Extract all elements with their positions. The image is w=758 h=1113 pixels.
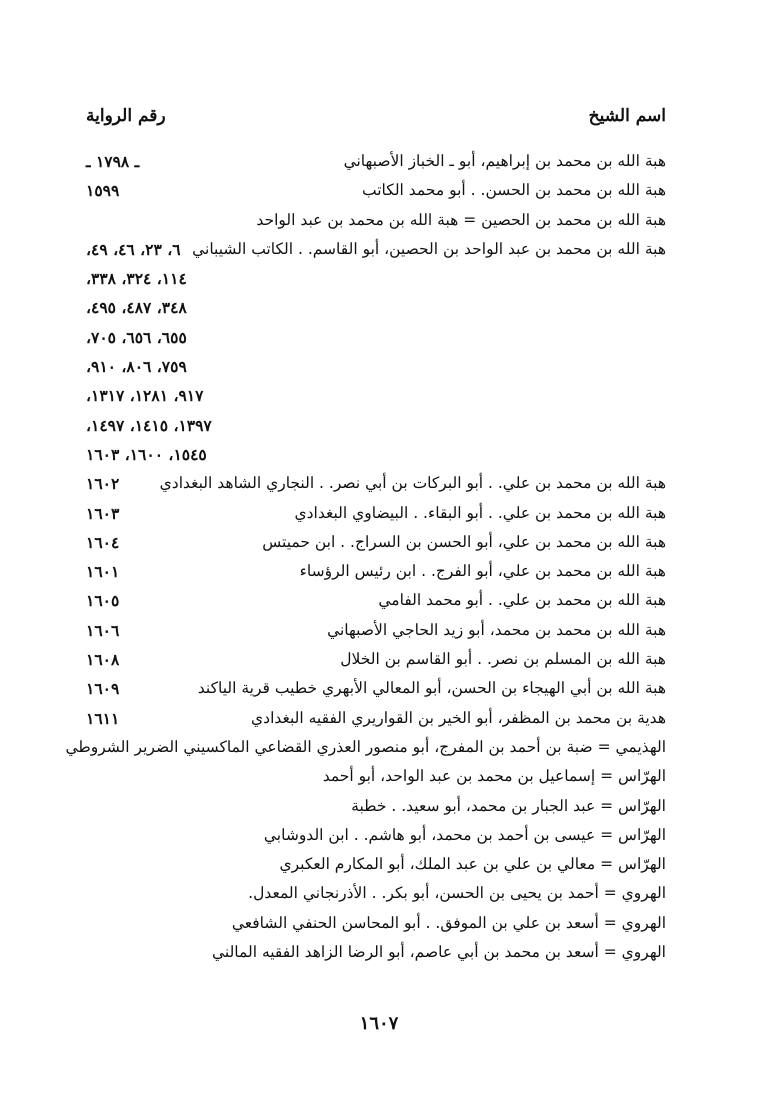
sheikh-name: هبة الله بن محمد بن علي، أبو الحسن بن السراج. . ابن حميتس [262, 532, 666, 551]
sheikh-name: هبة الله بن محمد بن إبراهيم، أبو ـ الخباز الأصبهاني [343, 152, 666, 170]
narration-number: ١٣٩٧، ١٤١٥، ١٤٩٧، [86, 415, 212, 435]
narration-number: ١٦٠٣ [86, 503, 120, 523]
narration-number: ـ ١٧٩٨ ـ [86, 152, 140, 171]
sheikh-name: الهرّاس = إسماعيل بن محمد بن عبد الواحد، أبو أحمد [322, 767, 666, 786]
sheikh-name: الهذيمي = ضبة بن أحمد بن المفرج، أبو منصور العذري القضاعي الماكسيني الضرير الشروطي [65, 737, 666, 756]
list-item [0, 235, 758, 264]
sheikh-name: الهرّاس = عيسى بن أحمد بن محمد، أبو هاشم. . ابن الدوشابي [263, 825, 666, 844]
page-number: ١٦٠٧ [359, 1013, 399, 1034]
list-item [0, 645, 758, 674]
list-item [0, 821, 758, 850]
list-item [0, 499, 758, 528]
list-item [0, 440, 758, 469]
narration-number: ٩١٧، ١٢٨١، ١٣١٧، [86, 386, 204, 406]
column-header-narration-number: رقم الرواية [86, 106, 166, 126]
column-header-sheikh-name: اسم الشيخ [588, 106, 666, 126]
narration-number: ١٦١١ [86, 708, 120, 728]
sheikh-name: الهرّاس = عبد الجبار بن محمد، أبو سعيد. . خطبة [351, 796, 666, 815]
narration-number: ١٦٠٦ [86, 620, 120, 640]
narration-number: ١٦٠٨ [86, 650, 120, 670]
list-item [0, 616, 758, 645]
list-item [0, 411, 758, 440]
narration-number: ٣٤٨، ٤٨٧، ٤٩٥، [86, 298, 187, 318]
list-item [0, 879, 758, 908]
narration-number: ٦٥٥، ٦٥٦، ٧٠٥، [86, 327, 187, 347]
narration-number: ٧٥٩، ٨٠٦، ٩١٠، [86, 357, 187, 377]
sheikh-name: الهروي = أسعد بن علي بن الموفق. . أبو المحاسن الحنفي الشافعي [231, 913, 666, 932]
list-item [0, 850, 758, 879]
list-item [0, 293, 758, 322]
narration-number: ١٥٤٥، ١٦٠٠، ١٦٠٣ [86, 444, 207, 464]
index-list [0, 147, 758, 967]
list-item [0, 557, 758, 586]
narration-number: ١٥٩٩ [86, 181, 120, 201]
sheikh-name: هبة الله بن محمد بن محمد، أبو زيد الحاجي الأصبهاني [327, 620, 666, 639]
sheikh-name: الهرّاس = معالي بن علي بن عبد الملك، أبو المكارم العكبري [279, 855, 666, 874]
list-item [0, 909, 758, 938]
narration-number: ١١٤، ٣٢٤، ٣٣٨، [86, 269, 187, 289]
sheikh-name: هبة الله بن محمد بن عبد الواحد بن الحصين، أبو القاسم. . الكاتب الشيباني [192, 239, 666, 258]
sheikh-name: هبة الله بن محمد بن علي، أبو الفرج. . ابن رئيس الرؤساء [299, 562, 666, 581]
list-item [0, 762, 758, 791]
narration-number: ١٦٠٥ [86, 591, 120, 611]
list-item [0, 674, 758, 703]
list-item [0, 147, 758, 176]
list-item [0, 381, 758, 410]
narration-number: ١٦٠٤ [86, 532, 120, 552]
list-item [0, 528, 758, 557]
sheikh-name: هبة الله بن محمد بن الحصين = هبة الله بن محمد بن عبد الواحد [256, 210, 666, 229]
list-item [0, 733, 758, 762]
sheikh-name: الهروي = أسعد بن محمد بن أبي عاصم، أبو الرضا الزاهد الفقيه المالني [211, 943, 666, 962]
list-item [0, 352, 758, 381]
list-item [0, 586, 758, 615]
list-item [0, 264, 758, 293]
list-item [0, 469, 758, 498]
list-item [0, 792, 758, 821]
list-item [0, 176, 758, 205]
narration-number: ١٦٠٩ [86, 679, 120, 699]
sheikh-name: هبة الله بن محمد بن علي. . أبو البركات بن أبي نصر. . النجاري الشاهد البغدادي [159, 474, 666, 493]
sheikh-name: هبة الله بن محمد بن الحسن. . أبو محمد الكاتب [362, 181, 666, 200]
sheikh-name: هبة الله بن أبي الهيجاء بن الحسن، أبو المعالي الأبهري خطيب قرية الياكند [197, 679, 666, 698]
sheikh-name: هبة الله بن محمد بن علي. . أبو البقاء. . البيضاوي البغدادي [294, 503, 666, 522]
list-item [0, 704, 758, 733]
sheikh-name: هبة الله بن محمد بن علي. . أبو محمد الفامي [378, 591, 666, 610]
sheikh-name: هبة الله بن المسلم بن نصر. . أبو القاسم بن الخلال [340, 650, 666, 669]
narration-number: ١٦٠١ [86, 562, 120, 582]
list-item [0, 206, 758, 235]
sheikh-name: الهروي = أحمد بن يحيى بن الحسن، أبو بكر. . الأذرنجاني المعدل. [248, 884, 666, 903]
narration-number: ٦، ٢٣، ٤٦، ٤٩، [86, 239, 181, 259]
sheikh-name: هدية بن محمد بن المظفر، أبو الخير بن القواريري الفقيه البغدادي [251, 708, 666, 727]
list-item [0, 938, 758, 967]
narration-number: ١٦٠٢ [86, 474, 120, 494]
list-item [0, 323, 758, 352]
